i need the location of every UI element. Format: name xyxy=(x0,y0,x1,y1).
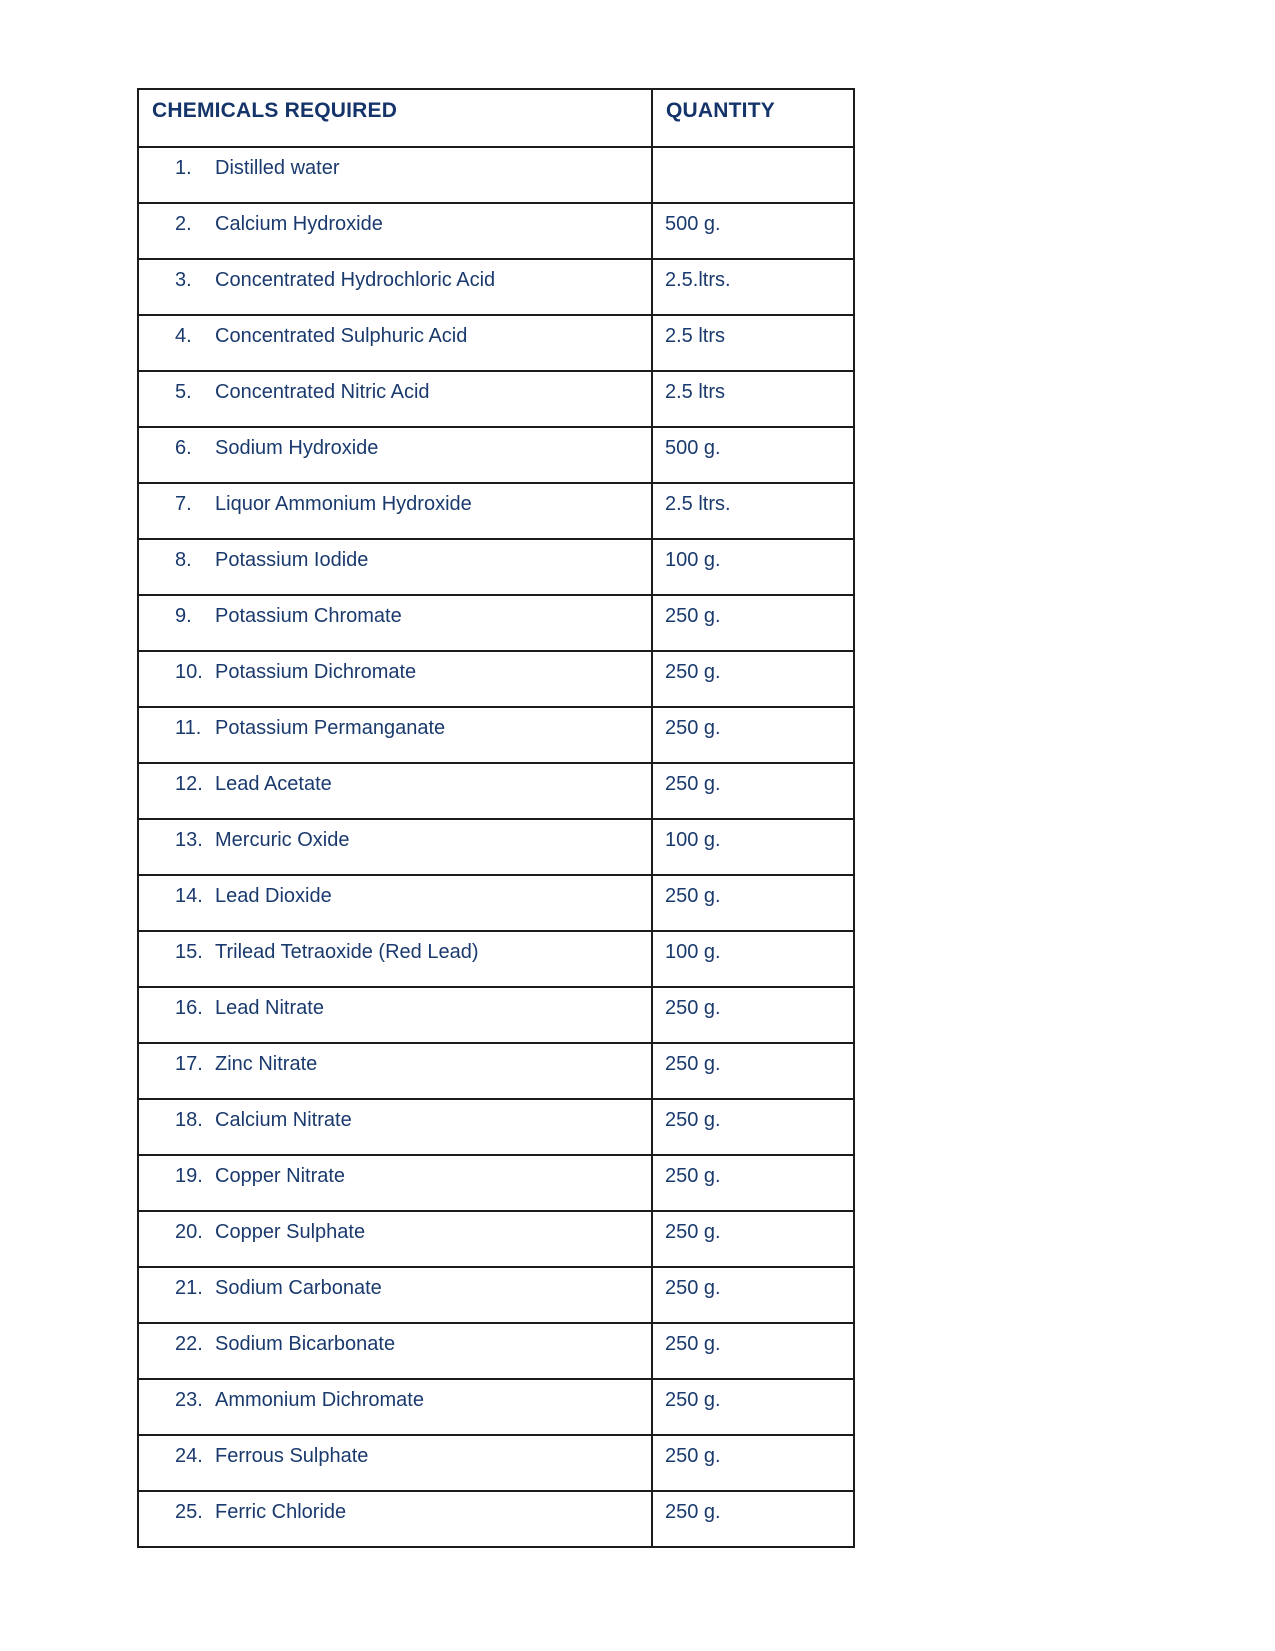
chemical-name: Concentrated Nitric Acid xyxy=(215,381,430,403)
quantity-cell: 250 g. xyxy=(652,595,854,651)
table-row xyxy=(138,987,854,1043)
quantity-cell: 250 g. xyxy=(652,651,854,707)
row-number: 6. xyxy=(175,437,192,459)
chemical-cell xyxy=(138,1323,652,1379)
quantity-cell: 250 g. xyxy=(652,1379,854,1435)
row-number: 5. xyxy=(175,381,192,403)
table-row xyxy=(138,315,854,371)
quantity-cell: 100 g. xyxy=(652,539,854,595)
chemical-cell xyxy=(138,539,652,595)
quantity-cell: 250 g. xyxy=(652,1155,854,1211)
chemical-cell xyxy=(138,371,652,427)
chemical-name: Potassium Iodide xyxy=(215,549,369,571)
chemical-cell xyxy=(138,987,652,1043)
table-row xyxy=(138,819,854,875)
chemical-cell xyxy=(138,147,652,203)
row-number: 2. xyxy=(175,213,192,235)
quantity-cell: 500 g. xyxy=(652,427,854,483)
row-number: 21. xyxy=(175,1277,203,1299)
quantity-cell: 2.5 ltrs xyxy=(652,315,854,371)
table-row xyxy=(138,651,854,707)
chemical-cell xyxy=(138,315,652,371)
table-row xyxy=(138,1099,854,1155)
quantity-cell: 250 g. xyxy=(652,1435,854,1491)
chemical-cell xyxy=(138,651,652,707)
table-row xyxy=(138,763,854,819)
quantity-cell: 250 g. xyxy=(652,1043,854,1099)
quantity-header: QUANTITY xyxy=(652,89,854,147)
chemical-name: Copper Sulphate xyxy=(215,1221,366,1243)
chemical-name: Lead Nitrate xyxy=(215,997,324,1019)
chemical-name: Ferrous Sulphate xyxy=(215,1445,369,1467)
quantity-cell: 250 g. xyxy=(652,1267,854,1323)
chemical-cell xyxy=(138,819,652,875)
table-row xyxy=(138,707,854,763)
row-number: 8. xyxy=(175,549,192,571)
chemical-name: Sodium Carbonate xyxy=(215,1277,382,1299)
chemical-name: Concentrated Hydrochloric Acid xyxy=(215,269,496,291)
chemical-cell xyxy=(138,259,652,315)
chemical-cell xyxy=(138,931,652,987)
chemical-cell xyxy=(138,1435,652,1491)
chemical-name: Lead Acetate xyxy=(215,773,332,795)
table-row xyxy=(138,1267,854,1323)
table-row xyxy=(138,259,854,315)
table-row xyxy=(138,147,854,203)
quantity-cell: 250 g. xyxy=(652,1211,854,1267)
chemicals-required-header: CHEMICALS REQUIRED xyxy=(138,89,652,147)
quantity-cell: 250 g. xyxy=(652,987,854,1043)
chemical-cell xyxy=(138,595,652,651)
chemical-name: Sodium Bicarbonate xyxy=(215,1333,396,1355)
chemical-name: Copper Nitrate xyxy=(215,1165,346,1187)
row-number: 18. xyxy=(175,1109,203,1131)
quantity-cell: 500 g. xyxy=(652,203,854,259)
chemical-cell xyxy=(138,1211,652,1267)
chemical-cell xyxy=(138,1491,652,1547)
table-row xyxy=(138,931,854,987)
table-row xyxy=(138,1379,854,1435)
table-row xyxy=(138,595,854,651)
row-number: 15. xyxy=(175,941,203,963)
table-row xyxy=(138,1323,854,1379)
chemical-cell xyxy=(138,1155,652,1211)
table-row xyxy=(138,1435,854,1491)
row-number: 9. xyxy=(175,605,192,627)
row-number: 12. xyxy=(175,773,203,795)
row-number: 1. xyxy=(175,157,192,179)
row-number: 11. xyxy=(175,717,202,739)
table-body xyxy=(138,147,854,1547)
chemical-cell xyxy=(138,1099,652,1155)
chemical-cell xyxy=(138,483,652,539)
row-number: 17. xyxy=(175,1053,203,1075)
chemical-name: Potassium Permanganate xyxy=(215,717,446,739)
chemical-cell xyxy=(138,763,652,819)
quantity-cell xyxy=(652,147,854,203)
quantity-cell: 250 g. xyxy=(652,875,854,931)
chemical-name: Calcium Nitrate xyxy=(215,1109,352,1131)
table-row xyxy=(138,483,854,539)
chemical-cell xyxy=(138,1379,652,1435)
row-number: 7. xyxy=(175,493,192,515)
chemical-name: Calcium Hydroxide xyxy=(215,213,383,235)
quantity-cell: 250 g. xyxy=(652,1491,854,1547)
chemical-name: Potassium Chromate xyxy=(215,605,402,627)
chemical-name: Trilead Tetraoxide (Red Lead) xyxy=(215,941,479,963)
table-row xyxy=(138,1211,854,1267)
chemical-cell xyxy=(138,427,652,483)
chemical-cell xyxy=(138,875,652,931)
row-number: 19. xyxy=(175,1165,203,1187)
chemical-cell xyxy=(138,203,652,259)
chemical-name: Sodium Hydroxide xyxy=(215,437,379,459)
quantity-cell: 250 g. xyxy=(652,1323,854,1379)
chemical-name: Liquor Ammonium Hydroxide xyxy=(215,493,472,515)
table-row xyxy=(138,539,854,595)
chemical-name: Ferric Chloride xyxy=(215,1501,347,1523)
row-number: 23. xyxy=(175,1389,203,1411)
row-number: 25. xyxy=(175,1501,203,1523)
chemical-name: Distilled water xyxy=(215,157,340,179)
chemical-name: Zinc Nitrate xyxy=(215,1053,318,1075)
table-row xyxy=(138,1491,854,1547)
chemical-name: Lead Dioxide xyxy=(215,885,332,907)
table-row xyxy=(138,371,854,427)
chemical-name: Potassium Dichromate xyxy=(215,661,417,683)
row-number: 3. xyxy=(175,269,192,291)
row-number: 16. xyxy=(175,997,203,1019)
quantity-cell: 250 g. xyxy=(652,707,854,763)
chemical-name: Concentrated Sulphuric Acid xyxy=(215,325,468,347)
chemical-cell xyxy=(138,1267,652,1323)
quantity-cell: 2.5.ltrs. xyxy=(652,259,854,315)
chemical-cell xyxy=(138,1043,652,1099)
table-row xyxy=(138,1043,854,1099)
quantity-cell: 250 g. xyxy=(652,1099,854,1155)
quantity-cell: 100 g. xyxy=(652,931,854,987)
quantity-cell: 250 g. xyxy=(652,763,854,819)
table-row xyxy=(138,875,854,931)
table-row xyxy=(138,203,854,259)
quantity-cell: 100 g. xyxy=(652,819,854,875)
row-number: 10. xyxy=(175,661,203,683)
row-number: 13. xyxy=(175,829,203,851)
table-header-row xyxy=(138,89,854,147)
table-row xyxy=(138,427,854,483)
table-row xyxy=(138,1155,854,1211)
row-number: 22. xyxy=(175,1333,203,1355)
row-number: 14. xyxy=(175,885,203,907)
row-number: 20. xyxy=(175,1221,203,1243)
chemical-cell xyxy=(138,707,652,763)
quantity-cell: 2.5 ltrs xyxy=(652,371,854,427)
chemicals-table xyxy=(137,88,855,1548)
chemical-name: Mercuric Oxide xyxy=(215,829,350,851)
row-number: 4. xyxy=(175,325,192,347)
chemical-name: Ammonium Dichromate xyxy=(215,1389,424,1411)
row-number: 24. xyxy=(175,1445,203,1467)
quantity-cell: 2.5 ltrs. xyxy=(652,483,854,539)
